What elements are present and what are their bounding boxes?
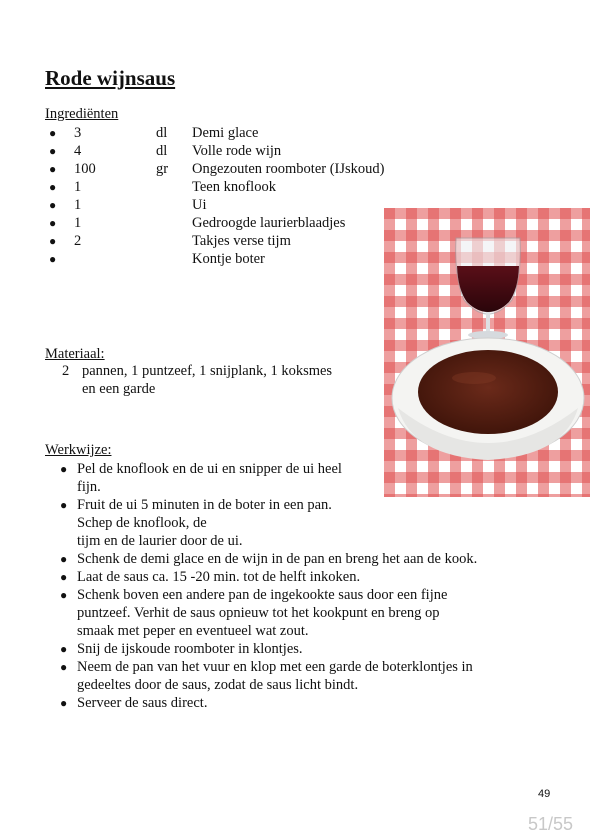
step-item (60, 586, 510, 640)
ingredient-name: Ui (192, 197, 207, 213)
step-line: Serveer de saus direct. (77, 695, 208, 711)
ingredient-unit: gr (156, 161, 169, 177)
ingredient-unit: dl (156, 143, 168, 159)
step-line: Schenk de demi glace en de wijn in de pan en breng het aan de kook. (77, 551, 478, 567)
step-line: Schep de knoflook, de (77, 515, 207, 531)
ingredient-name: Kontje boter (192, 251, 265, 267)
bullet-icon: ● (49, 126, 57, 140)
bullet-icon: ● (60, 498, 68, 512)
step-item (60, 694, 510, 712)
bullet-icon: ● (60, 462, 68, 476)
page-indicator: 51/55 (528, 814, 574, 834)
bullet-icon: ● (60, 552, 68, 566)
step-line: Schenk boven een andere pan de ingekookte saus door een fijne (77, 587, 448, 603)
step-item (60, 640, 510, 658)
page-title: Rode wijnsaus (45, 66, 176, 90)
step-item (60, 568, 510, 586)
bullet-icon: ● (60, 570, 68, 584)
materiaal-heading: Materiaal: (45, 346, 105, 362)
materiaal-line: en een garde (82, 381, 156, 397)
werkwijze-heading: Werkwijze: (45, 442, 112, 458)
materiaal-line: pannen, 1 puntzeef, 1 snijplank, 1 koksmes (82, 363, 333, 379)
bullet-icon: ● (49, 162, 57, 176)
bullet-icon: ● (49, 234, 57, 248)
bullet-icon: ● (60, 696, 68, 710)
bullet-icon: ● (60, 660, 68, 674)
step-line: gedeeltes door de saus, zodat de saus licht bindt. (77, 677, 359, 693)
steps-list (60, 460, 510, 712)
ingredient-name: Gedroogde laurierblaadjes (192, 215, 346, 231)
ingredient-name: Volle rode wijn (192, 143, 282, 159)
step-item (60, 496, 510, 550)
bullet-icon: ● (49, 144, 57, 158)
ingredient-qty: 2 (74, 233, 82, 249)
ingredient-qty: 4 (74, 143, 82, 159)
step-line: puntzeef. Verhit de saus opnieuw tot het kookpunt en breng op (77, 605, 440, 621)
materiaal-text (62, 362, 362, 398)
bullet-icon: ● (49, 216, 57, 230)
bullet-icon: ● (60, 588, 68, 602)
ingredient-qty: 1 (74, 197, 82, 213)
materiaal-number: 2 (62, 363, 70, 379)
ingredient-qty: 1 (74, 179, 82, 195)
ingredient-qty: 100 (74, 161, 96, 177)
step-line: Fruit de ui 5 minuten in de boter in een pan. (77, 497, 332, 513)
step-item (60, 658, 510, 694)
ingredient-name: Demi glace (192, 125, 259, 141)
step-line: Snij de ijskoude roomboter in klontjes. (77, 641, 303, 657)
bullet-icon: ● (49, 252, 57, 266)
ingredient-name: Teen knoflook (192, 179, 276, 195)
page-number: 49 (538, 788, 551, 800)
step-item (60, 460, 510, 496)
ingredient-unit: dl (156, 125, 168, 141)
ingredient-name: Ongezouten roomboter (IJskoud) (192, 161, 385, 177)
ingredient-name: Takjes verse tijm (192, 233, 291, 249)
step-item (60, 550, 510, 568)
ingredient-qty: 1 (74, 215, 82, 231)
step-line: tijm en de laurier door de ui. (77, 533, 243, 549)
ingredients-heading: Ingrediënten (45, 106, 119, 122)
bullet-icon: ● (60, 642, 68, 656)
step-line: Laat de saus ca. 15 -20 min. tot de helft inkoken. (77, 569, 361, 585)
step-line: fijn. (77, 479, 101, 495)
bullet-icon: ● (49, 180, 57, 194)
step-line: smaak met peper en eventueel wat zout. (77, 623, 309, 639)
step-line: Pel de knoflook en de ui en snipper de ui heel (77, 461, 342, 477)
bullet-icon: ● (49, 198, 57, 212)
ingredient-qty: 3 (74, 125, 82, 141)
wine-sauce-photo (384, 208, 590, 497)
step-line: Neem de pan van het vuur en klop met een garde de boterklontjes in (77, 659, 473, 675)
